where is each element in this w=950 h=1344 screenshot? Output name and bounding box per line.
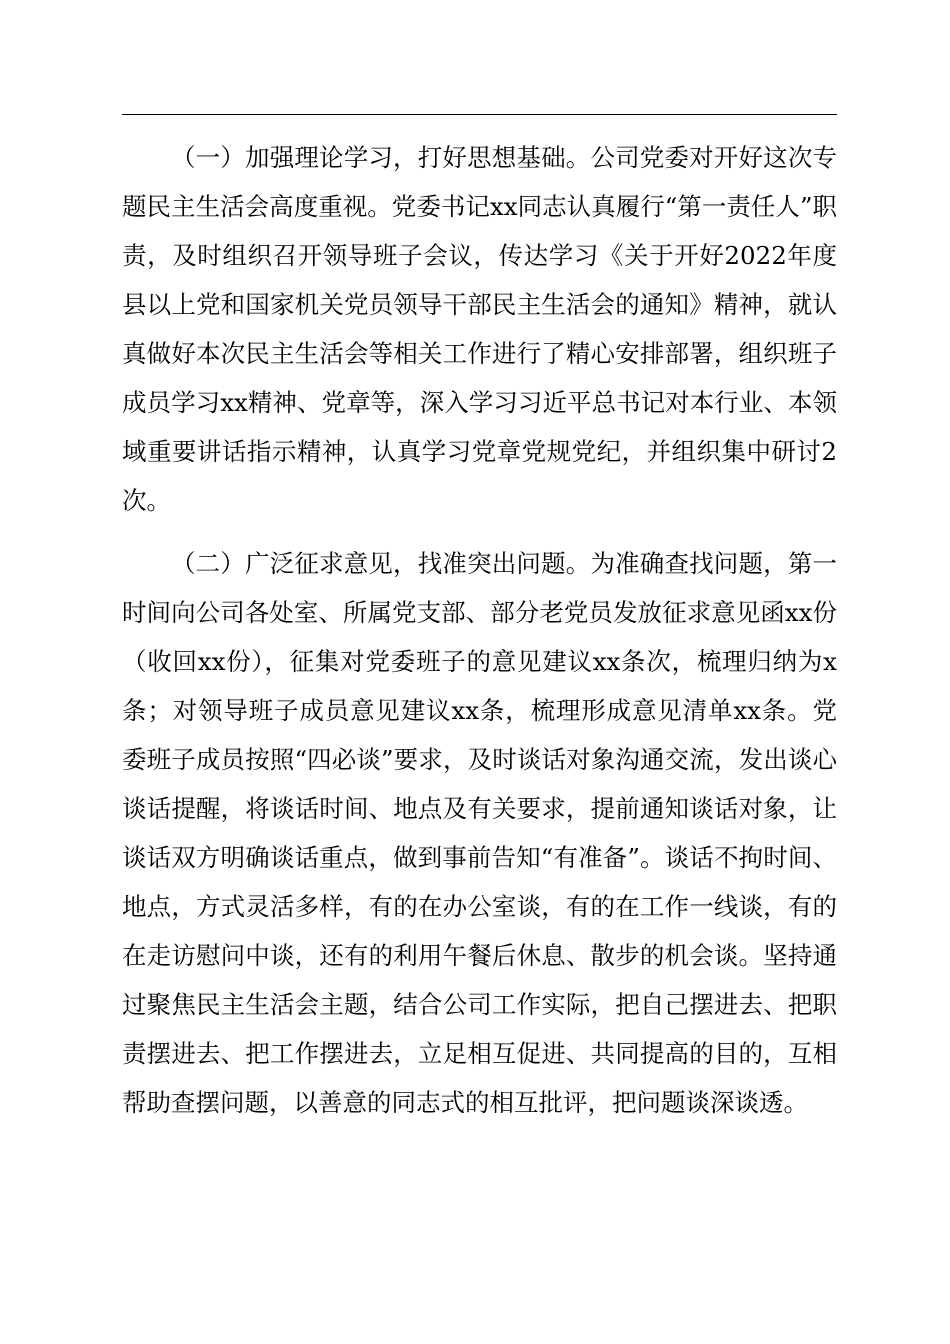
document-body: [122, 133, 837, 1127]
paragraph-theory-study: （一）加强理论学习，打好思想基础。公司党委对开好这次专题民主生活会高度重视。党委书记xx同志认真履行“第一责任人”职责，及时组织召开领导班子会议，传达学习《关于开好2022年度县以上党和国家机关党员领导干部民主生活会的通知》精神，就认真做好本次民主生活会等相关工作进行了精心安排部署，组织班子成员学习xx精神、党章等，深入学习习近平总书记对本行业、本领域重要讲话指示精神，认真学习党章党规党纪，并组织集中研讨2次。: [122, 143, 837, 515]
paragraph-solicit-opinions: （二）广泛征求意见，找准突出问题。为准确查找问题，第一时间向公司各处室、所属党支部、部分老党员发放征求意见函xx份（收回xx份），征集对党委班子的意见建议xx条次，梳理归纳为x条；对领导班子成员意见建议xx条，梳理形成意见清单xx条。党委班子成员按照“四必谈”要求，及时谈话对象沟通交流，发出谈心谈话提醒，将谈话时间、地点及有关要求，提前通知谈话对象，让谈话双方明确谈话重点，做到事前告知“有准备”。谈话不拘时间、地点，方式灵活多样，有的在办公室谈，有的在工作一线谈，有的在走访慰问中谈，还有的利用午餐后休息、散步的机会谈。坚持通过聚焦民主生活会主题，结合公司工作实际，把自己摆进去、把职责摆进去、把工作摆进去，立足相互促进、共同提高的目的，互相帮助查摆问题，以善意的同志式的相互批评，把问题谈深谈透。: [122, 549, 837, 1117]
header-rule: [122, 114, 837, 115]
